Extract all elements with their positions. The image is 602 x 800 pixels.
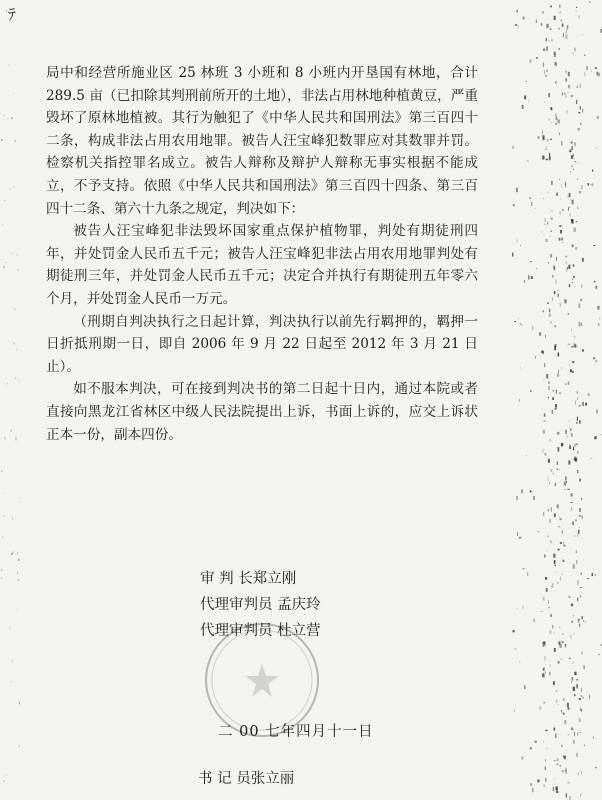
paragraph: 被告人汪宝峰犯非法毁坏国家重点保护植物罪，判处有期徒刑四年，并处罚金人民币五千元；被告人汪宝峰犯非法占用农用地罪判处有期徒刑三年，并处罚金人民币五千元；决定合并执行有期徒刑五年零六个月，并处罚金人民币一万元。 bbox=[46, 223, 478, 307]
acting-judge: 代理审判员 孟庆玲 bbox=[200, 597, 321, 613]
signature-block bbox=[200, 566, 321, 644]
judgment-body bbox=[46, 62, 478, 446]
paragraph: （刑期自判决执行之日起计算，判决执行以前先行羁押的，羁押一日折抵刑期一日，即自 2006 年 9 月 22 日起至 2012 年 3 月 21 日止）。 bbox=[46, 313, 478, 375]
presiding-judge: 审 判 长郑立刚 bbox=[200, 571, 297, 587]
court-clerk: 书 记 员张立丽 bbox=[198, 771, 295, 787]
paragraph: 局中和经营所施业区 25 林班 3 小班和 8 小班内开垦国有林地，合计 289.5 亩（已扣除其判刑前所开的土地），非法占用林地种植黄豆，严重毁坏了原林地植被。其行为触犯了《中华人民共和国刑法》第三百四十二条，构成非法占用农用地罪。被告人汪宝峰犯数罪应对其数罪并罚。检察机关指控罪名成立。被告人辩称及辩护人辩称无事实根据不能成立，不予支持。依照《中华人民共和国刑法》第三百四十四条、第三百四十二条、第六十九条之规定，判决如下： bbox=[46, 65, 478, 217]
acting-judge: 代理审判员 杜立营 bbox=[200, 623, 321, 639]
corner-mark: ﾃ bbox=[8, 5, 17, 24]
judgment-date: 二 00 七年四月十一日 bbox=[218, 724, 374, 740]
paragraph: 如不服本判决，可在接到判决书的第二日起十日内，通过本院或者直接向黑龙江省林区中级人民法院提出上诉，书面上诉的，应交上诉状正本一份，副本四份。 bbox=[46, 381, 478, 443]
scan-noise-right bbox=[512, 0, 602, 800]
scan-noise-left bbox=[0, 0, 20, 800]
